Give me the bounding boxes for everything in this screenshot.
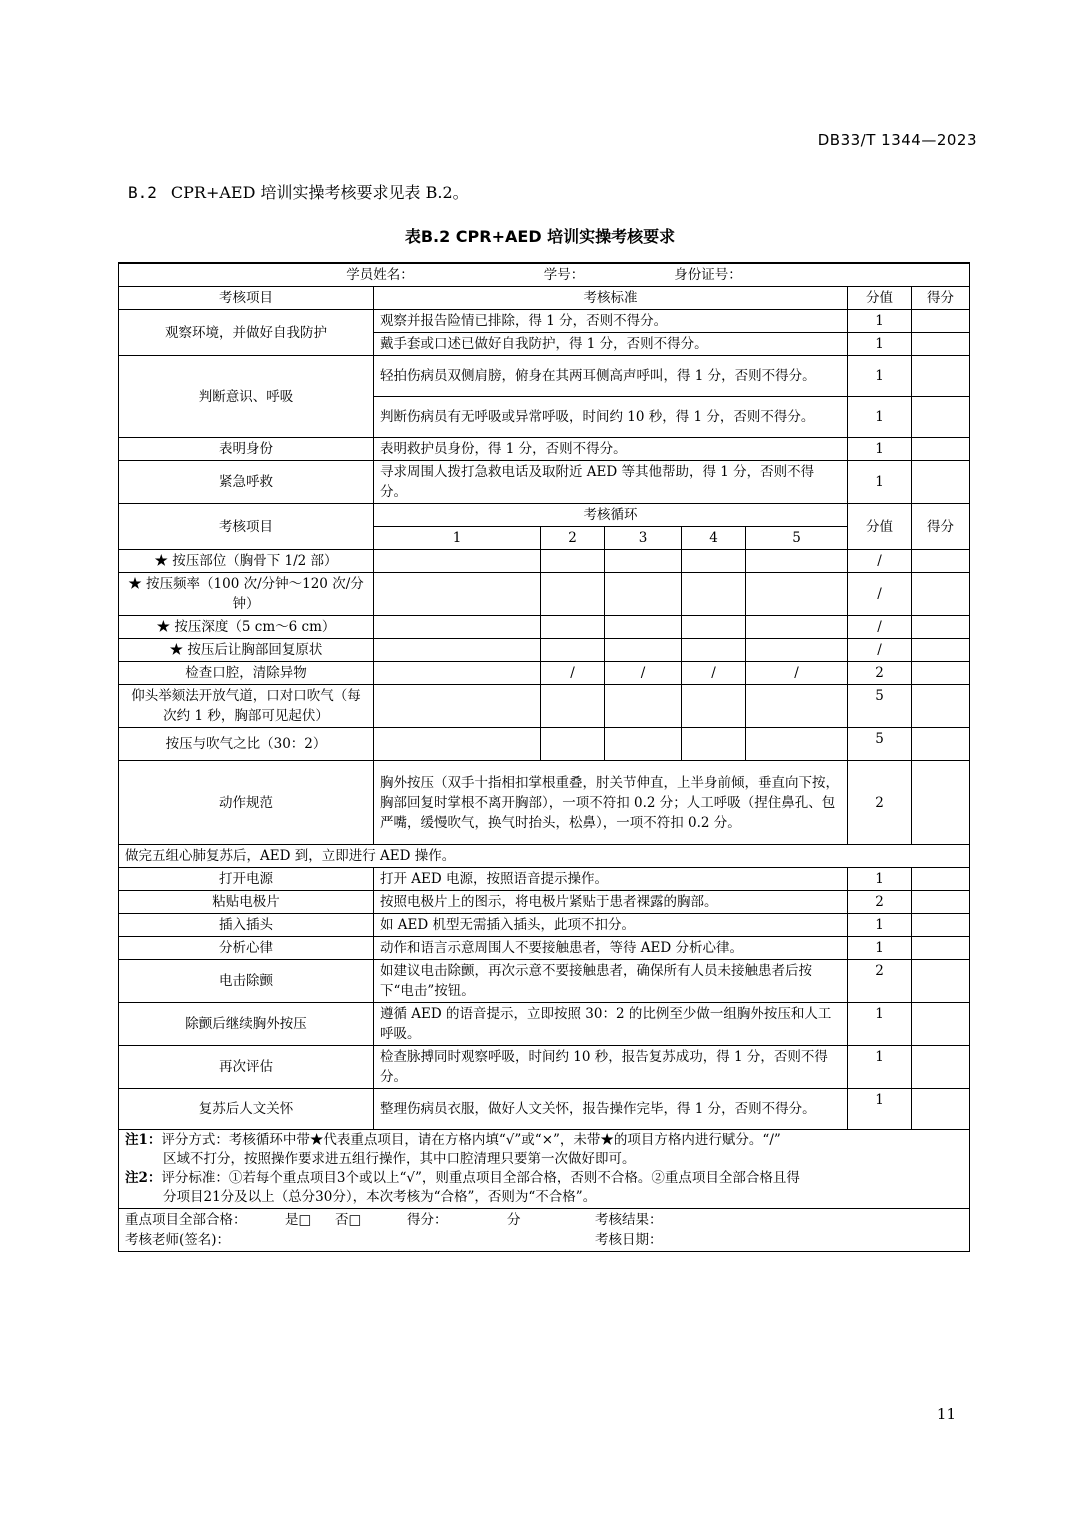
cycle-cell[interactable]	[682, 685, 746, 728]
key-pass-label: 重点项目全部合格：	[125, 1212, 247, 1228]
item-cell: ★ 按压深度（5 cm～6 cm）	[119, 616, 374, 639]
cycle-cell[interactable]	[605, 616, 682, 639]
table-row	[119, 438, 970, 461]
score-cell: /	[848, 573, 912, 616]
cycle-cell[interactable]	[541, 728, 605, 761]
table-row	[119, 1089, 970, 1130]
got-cell[interactable]	[912, 1089, 970, 1130]
cycle-cell[interactable]	[746, 728, 848, 761]
criteria-cell: 动作和语言示意周围人不要接触患者，等待 AED 分析心律。	[374, 937, 848, 960]
table-row	[119, 891, 970, 914]
section-text: CPR+AED 培训实操考核要求见表 B.2。	[170, 183, 469, 202]
score-cell: 5	[848, 685, 912, 728]
got-cell[interactable]	[912, 461, 970, 504]
date-label: 考核日期：	[595, 1232, 663, 1248]
criteria-cell: 寻求周围人拨打急救电话及取附近 AED 等其他帮助，得 1 分，否则不得分。	[374, 461, 848, 504]
student-id-label: 学号：	[543, 267, 585, 283]
criteria-cell: 戴手套或口述已做好自我防护，得 1 分，否则不得分。	[374, 333, 848, 356]
table-row	[119, 914, 970, 937]
got-cell[interactable]	[912, 333, 970, 356]
cycle-cell[interactable]	[374, 616, 541, 639]
cycle-cell: /	[682, 662, 746, 685]
got-cell[interactable]	[912, 662, 970, 685]
note2-line1: 评分标准：①若每个重点项目3个或以上“√”，则重点项目全部合格，否则不合格。②重点项目全部合格且得	[161, 1170, 800, 1186]
criteria-cell: 如建议电击除颤，再次示意不要接触患者，确保所有人员未接触患者后按下“电击”按钮。	[374, 960, 848, 1003]
cycle-number: 5	[746, 527, 848, 550]
item-cell: 紧急呼救	[119, 461, 374, 504]
table-row	[119, 1046, 970, 1089]
table-row	[119, 728, 970, 761]
footer-cell	[119, 1209, 970, 1252]
table-title: 表B.2 CPR+AED 培训实操考核要求	[404, 227, 676, 246]
cycle-number: 2	[541, 527, 605, 550]
item-cell: 动作规范	[119, 761, 374, 845]
got-cell[interactable]	[912, 639, 970, 662]
table-header-row	[119, 287, 970, 310]
student-idcard-label: 身份证号：	[674, 267, 742, 283]
page-number: 11	[936, 1405, 956, 1423]
got-cell[interactable]	[912, 685, 970, 728]
criteria-cell: 表明救护员身份，得 1 分，否则不得分。	[374, 438, 848, 461]
table-row	[119, 685, 970, 728]
table-row	[119, 310, 970, 333]
item-cell: 仰头举颏法开放气道，口对口吹气（每次约 1 秒，胸部可见起伏）	[119, 685, 374, 728]
criteria-cell: 整理伤病员衣服，做好人文关怀，报告操作完毕，得 1 分，否则不得分。	[374, 1089, 848, 1130]
notes-row	[119, 1130, 970, 1209]
table-row	[119, 761, 970, 845]
cycle-cell[interactable]	[374, 639, 541, 662]
yes-checkbox[interactable]: 是□	[285, 1212, 312, 1228]
student-info-row	[119, 263, 970, 287]
teacher-label: 考核老师(签名)：	[125, 1232, 231, 1248]
criteria-cell: 按照电极片上的图示，将电极片紧贴于患者裸露的胸部。	[374, 891, 848, 914]
item-cell: 按压与吹气之比（30：2）	[119, 728, 374, 761]
table-row	[119, 868, 970, 891]
got-cell[interactable]	[912, 397, 970, 438]
cycle-header-label: 考核循环	[374, 504, 848, 527]
table-row	[119, 356, 970, 397]
document-code: DB33/T 1344—2023	[817, 131, 977, 149]
header-got: 得分	[912, 287, 970, 310]
no-checkbox[interactable]: 否□	[335, 1212, 362, 1228]
table-row	[119, 550, 970, 573]
cycle-cell[interactable]	[682, 616, 746, 639]
section-number: B.2	[128, 183, 157, 202]
notes-cell	[119, 1130, 970, 1209]
item-cell: 观察环境，并做好自我防护	[119, 310, 374, 356]
cycle-cell[interactable]	[541, 616, 605, 639]
section-heading	[128, 180, 469, 203]
cycle-header-item: 考核项目	[119, 504, 374, 550]
cycle-cell: /	[746, 662, 848, 685]
score-unit: 分	[507, 1212, 521, 1228]
item-cell: 打开电源	[119, 868, 374, 891]
got-cell[interactable]	[912, 616, 970, 639]
item-cell: ★ 按压后让胸部回复原状	[119, 639, 374, 662]
cycle-cell[interactable]	[541, 685, 605, 728]
note1-line2: 区域不打分，按照操作要求进五组行操作，其中口腔清理只要第一次做好即可。	[163, 1151, 636, 1167]
score-cell: /	[848, 616, 912, 639]
item-cell: ★ 按压频率（100 次/分钟～120 次/分钟）	[119, 573, 374, 616]
cycle-cell[interactable]	[746, 685, 848, 728]
cycle-number: 3	[605, 527, 682, 550]
got-cell[interactable]	[912, 1003, 970, 1046]
aed-intro: 做完五组心肺复苏后，AED 到，立即进行 AED 操作。	[119, 845, 970, 868]
table-row	[119, 639, 970, 662]
score-cell: 2	[848, 761, 912, 845]
got-cell[interactable]	[912, 937, 970, 960]
criteria-cell: 遵循 AED 的语音提示，立即按照 30：2 的比例至少做一组胸外按压和人工呼吸。	[374, 1003, 848, 1046]
table-row	[119, 937, 970, 960]
cycle-cell[interactable]	[746, 639, 848, 662]
got-cell[interactable]	[912, 868, 970, 891]
student-info-cell	[119, 263, 970, 287]
table-row	[119, 573, 970, 616]
cycle-cell[interactable]	[605, 728, 682, 761]
score-cell: 1	[848, 333, 912, 356]
cycle-header-got: 得分	[912, 504, 970, 550]
table-row	[119, 616, 970, 639]
score-cell: 1	[848, 868, 912, 891]
note2-line2: 分项目21分及以上（总分30分），本次考核为“合格”，否则为“不合格”。	[163, 1189, 597, 1205]
criteria-cell: 判断伤病员有无呼吸或异常呼吸，时间约 10 秒，得 1 分，否则不得分。	[374, 397, 848, 438]
cycle-number: 4	[682, 527, 746, 550]
score-cell: 1	[848, 356, 912, 397]
cycle-cell: /	[605, 662, 682, 685]
criteria-cell: 打开 AED 电源，按照语音提示操作。	[374, 868, 848, 891]
item-cell: 除颤后继续胸外按压	[119, 1003, 374, 1046]
score-cell: 1	[848, 1089, 912, 1130]
result-label: 考核结果：	[595, 1212, 663, 1228]
criteria-cell: 检查脉搏同时观察呼吸，时间约 10 秒，报告复苏成功，得 1 分，否则不得分。	[374, 1046, 848, 1089]
score-cell: /	[848, 639, 912, 662]
cycle-cell[interactable]	[541, 639, 605, 662]
criteria-cell: 胸外按压（双手十指相扣掌根重叠，肘关节伸直，上半身前倾，垂直向下按，胸部回复时掌根不离开胸部），一项不符扣 0.2 分；人工呼吸（捏住鼻孔、包严嘴，缓慢吹气，换气时抬头，松鼻），一项不符扣 0.2 分。	[374, 761, 848, 845]
note1-line1: 评分方式：考核循环中带★代表重点项目，请在方格内填“√”或“×”，未带★的项目方格内进行赋分。“/”	[161, 1132, 781, 1148]
score-cell: 1	[848, 438, 912, 461]
item-cell: ★ 按压部位（胸骨下 1/2 部）	[119, 550, 374, 573]
cycle-cell[interactable]	[541, 573, 605, 616]
cycle-cell[interactable]	[682, 573, 746, 616]
score-cell: 2	[848, 891, 912, 914]
cycle-cell[interactable]	[374, 550, 541, 573]
criteria-cell: 如 AED 机型无需插入插头，此项不扣分。	[374, 914, 848, 937]
cycle-cell[interactable]	[746, 550, 848, 573]
got-cell[interactable]	[912, 438, 970, 461]
got-cell[interactable]	[912, 914, 970, 937]
cycle-cell[interactable]	[682, 728, 746, 761]
aed-intro-row	[119, 845, 970, 868]
item-cell: 再次评估	[119, 1046, 374, 1089]
item-cell: 检查口腔，清除异物	[119, 662, 374, 685]
cycle-number: 1	[374, 527, 541, 550]
cycle-cell[interactable]	[541, 550, 605, 573]
cycle-header-score: 分值	[848, 504, 912, 550]
score-cell: 5	[848, 728, 912, 761]
score-cell: 1	[848, 937, 912, 960]
got-cell[interactable]	[912, 728, 970, 761]
item-cell: 粘贴电极片	[119, 891, 374, 914]
cycle-cell[interactable]	[605, 685, 682, 728]
cycle-cell[interactable]	[682, 550, 746, 573]
score-cell: 1	[848, 1003, 912, 1046]
cycle-cell[interactable]	[605, 550, 682, 573]
item-cell: 复苏后人文关怀	[119, 1089, 374, 1130]
student-name-label: 学员姓名：	[346, 267, 414, 283]
note1-label: 注1：	[125, 1132, 162, 1148]
criteria-cell: 轻拍伤病员双侧肩膀，俯身在其两耳侧高声呼叫，得 1 分，否则不得分。	[374, 356, 848, 397]
got-cell[interactable]	[912, 891, 970, 914]
header-score: 分值	[848, 287, 912, 310]
got-cell[interactable]	[912, 550, 970, 573]
cycle-cell[interactable]	[374, 662, 541, 685]
cycle-cell[interactable]	[605, 639, 682, 662]
header-standard: 考核标准	[374, 287, 848, 310]
item-cell: 插入插头	[119, 914, 374, 937]
got-cell[interactable]	[912, 573, 970, 616]
score-cell: 1	[848, 397, 912, 438]
criteria-cell: 观察并报告险情已排除，得 1 分，否则不得分。	[374, 310, 848, 333]
score-cell: 1	[848, 310, 912, 333]
score-cell: 2	[848, 960, 912, 1003]
got-cell[interactable]	[912, 960, 970, 1003]
assessment-table	[118, 262, 970, 1252]
table-row	[119, 662, 970, 685]
score-cell: /	[848, 550, 912, 573]
cycle-cell[interactable]	[605, 573, 682, 616]
score-cell: 1	[848, 914, 912, 937]
cycle-header-row	[119, 504, 970, 527]
footer-row	[119, 1209, 970, 1252]
cycle-cell[interactable]	[746, 573, 848, 616]
got-cell[interactable]	[912, 1046, 970, 1089]
item-cell: 表明身份	[119, 438, 374, 461]
header-item: 考核项目	[119, 287, 374, 310]
table-row	[119, 461, 970, 504]
cycle-cell[interactable]	[374, 685, 541, 728]
got-cell[interactable]	[912, 310, 970, 333]
got-cell[interactable]	[912, 761, 970, 845]
score-cell: 1	[848, 461, 912, 504]
item-cell: 判断意识、呼吸	[119, 356, 374, 438]
score-label: 得分：	[407, 1212, 448, 1228]
cycle-cell: /	[541, 662, 605, 685]
score-cell: 2	[848, 662, 912, 685]
item-cell: 电击除颤	[119, 960, 374, 1003]
cycle-cell[interactable]	[682, 639, 746, 662]
item-cell: 分析心律	[119, 937, 374, 960]
got-cell[interactable]	[912, 356, 970, 397]
table-row	[119, 960, 970, 1003]
table-row	[119, 1003, 970, 1046]
cycle-cell[interactable]	[374, 728, 541, 761]
cycle-cell[interactable]	[374, 573, 541, 616]
score-cell: 1	[848, 1046, 912, 1089]
note2-label: 注2：	[125, 1170, 162, 1186]
cycle-cell[interactable]	[746, 616, 848, 639]
